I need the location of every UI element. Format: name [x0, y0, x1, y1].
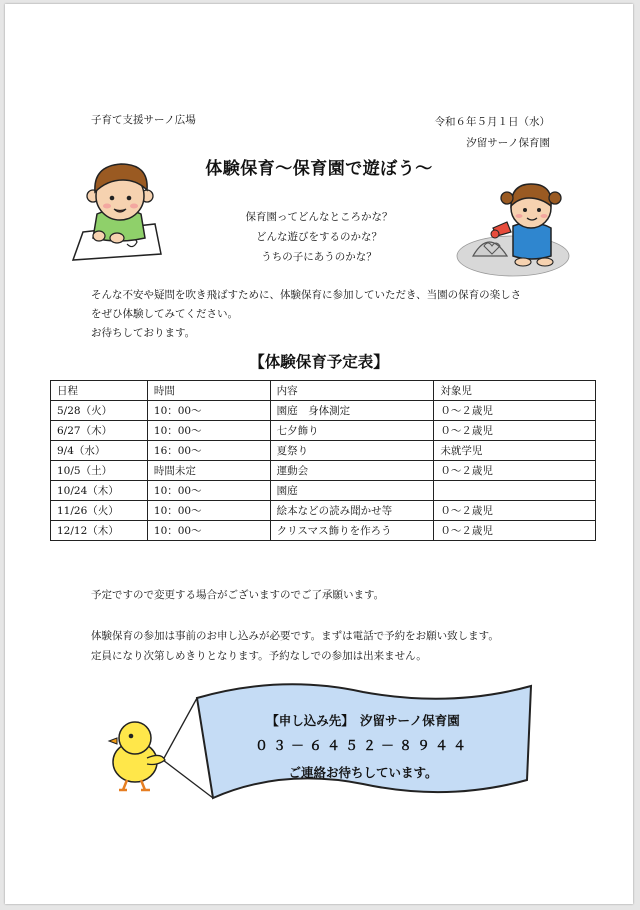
table-row	[51, 401, 596, 421]
schedule-table	[50, 380, 596, 541]
header-date: 日程	[51, 381, 148, 401]
contact-info	[213, 708, 513, 786]
intro-line: そんな不安や疑問を吹き飛ばすために、体験保育に参加していただき、当園の保育の楽しさ	[91, 289, 522, 301]
cell-target: 未就学児	[434, 441, 596, 461]
cell-time: 16：00～	[147, 441, 270, 461]
issue-info	[435, 112, 551, 154]
cell-time: 10：00～	[147, 401, 270, 421]
intro-line: をぜひ体験してみてください。	[91, 308, 238, 320]
cell-content: 園庭 身体測定	[270, 401, 434, 421]
change-notice: 予定ですので変更する場合がございますのでご了承願います。	[91, 589, 385, 601]
table-row	[51, 501, 596, 521]
cell-time: 時間未定	[147, 461, 270, 481]
header-target: 対象児	[434, 381, 596, 401]
school-name: 汐留サーノ保育園	[466, 137, 550, 149]
organizer-name: 子育て支援サーノ広場	[91, 114, 196, 126]
cell-time: 10：00～	[147, 501, 270, 521]
cell-target: ０～２歳児	[434, 501, 596, 521]
reservation-line: 定員になり次第しめきりとなります。予約なしでの参加は出来ません。	[91, 650, 427, 662]
table-row	[51, 421, 596, 441]
cell-content: クリスマス飾りを作ろう	[270, 521, 434, 541]
schedule-title: 【体験保育予定表】	[249, 352, 389, 371]
cell-date: 11/26（火）	[51, 501, 148, 521]
contact-message: ご連絡お待ちしています。	[288, 765, 438, 780]
question-line: 保育園ってどんなところかな？	[245, 211, 393, 223]
question-line: どんな遊びをするのかな？	[256, 231, 382, 243]
table-row	[51, 461, 596, 481]
reservation-line: 体験保育の参加は事前のお申し込みが必要です。まずは電話で予約をお願い致します。	[91, 630, 499, 642]
banner-string	[163, 760, 213, 798]
table-row	[51, 481, 596, 501]
cell-date: 6/27（木）	[51, 421, 148, 441]
cell-content: 運動会	[270, 461, 434, 481]
cell-date: 5/28（火）	[51, 401, 148, 421]
issue-date: 令和６年５月１日（水）	[434, 116, 550, 128]
cell-content: 園庭	[270, 481, 434, 501]
reservation-notice	[91, 626, 499, 666]
cell-content: 七夕飾り	[270, 421, 434, 441]
header-time: 時間	[147, 381, 270, 401]
cell-target: ０～２歳児	[434, 401, 596, 421]
cell-target	[434, 481, 596, 501]
cell-date: 9/4（水）	[51, 441, 148, 461]
cell-date: 12/12（木）	[51, 521, 148, 541]
cell-content: 夏祭り	[270, 441, 434, 461]
contact-label: 【申し込み先】 汐留サーノ保育園	[266, 713, 460, 728]
schedule-header-row	[51, 381, 596, 401]
document-page	[5, 4, 633, 904]
cell-content: 絵本などの読み聞かせ等	[270, 501, 434, 521]
chick-illustration	[109, 722, 165, 790]
cell-target: ０～２歳児	[434, 521, 596, 541]
contact-phone: ０３－６４５２－８９４４	[254, 739, 471, 754]
cell-time: 10：00～	[147, 421, 270, 441]
cell-date: 10/5（土）	[51, 461, 148, 481]
intro-line: お待ちしております。	[91, 327, 196, 339]
cell-target: ０～２歳児	[434, 461, 596, 481]
cell-date: 10/24（木）	[51, 481, 148, 501]
girl-sandbox-illustration	[453, 176, 571, 280]
cell-target: ０～２歳児	[434, 421, 596, 441]
intro-paragraph	[91, 286, 561, 343]
banner-string	[163, 698, 197, 760]
cell-time: 10：00～	[147, 521, 270, 541]
table-row	[51, 441, 596, 461]
cell-time: 10：00～	[147, 481, 270, 501]
table-row	[51, 521, 596, 541]
header-content: 内容	[270, 381, 434, 401]
page-title: 体験保育～保育園で遊ぼう～	[205, 159, 433, 179]
question-line: うちの子にあうのかな？	[261, 251, 377, 263]
